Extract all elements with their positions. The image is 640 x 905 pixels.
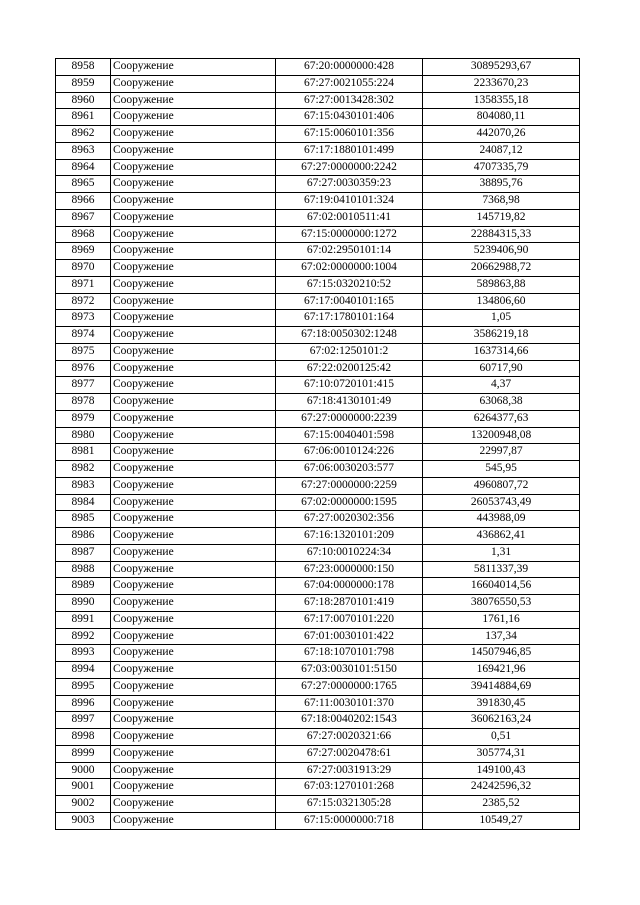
cadastral-value-cell: 16604014,56	[423, 578, 580, 595]
table-row	[56, 494, 580, 511]
object-type-cell: Сооружение	[111, 779, 276, 796]
object-type-cell: Сооружение	[111, 243, 276, 260]
cadastral-number-cell: 67:02:2950101:14	[276, 243, 423, 260]
cadastral-value-cell: 38076550,53	[423, 595, 580, 612]
table-row	[56, 176, 580, 193]
cadastral-number-cell: 67:04:0000000:178	[276, 578, 423, 595]
cadastral-number-cell: 67:20:0000000:428	[276, 59, 423, 76]
row-number-cell: 9002	[56, 796, 111, 813]
table-row	[56, 226, 580, 243]
object-type-cell: Сооружение	[111, 762, 276, 779]
table-row	[56, 662, 580, 679]
table-row	[56, 745, 580, 762]
object-type-cell: Сооружение	[111, 511, 276, 528]
table-row	[56, 59, 580, 76]
cadastral-value-cell: 20662988,72	[423, 260, 580, 277]
table-row	[56, 678, 580, 695]
table-row	[56, 193, 580, 210]
object-type-cell: Сооружение	[111, 293, 276, 310]
cadastral-number-cell: 67:10:0010224:34	[276, 544, 423, 561]
object-type-cell: Сооружение	[111, 444, 276, 461]
object-type-cell: Сооружение	[111, 561, 276, 578]
cadastral-number-cell: 67:15:0060101:356	[276, 126, 423, 143]
table-row	[56, 544, 580, 561]
row-number-cell: 8998	[56, 729, 111, 746]
row-number-cell: 8962	[56, 126, 111, 143]
table-row	[56, 511, 580, 528]
row-number-cell: 8986	[56, 528, 111, 545]
row-number-cell: 8988	[56, 561, 111, 578]
object-type-cell: Сооружение	[111, 796, 276, 813]
cadastral-value-cell: 149100,43	[423, 762, 580, 779]
table-row	[56, 645, 580, 662]
object-type-cell: Сооружение	[111, 477, 276, 494]
cadastral-number-cell: 67:06:0010124:226	[276, 444, 423, 461]
object-type-cell: Сооружение	[111, 528, 276, 545]
cadastral-value-cell: 1761,16	[423, 611, 580, 628]
row-number-cell: 8968	[56, 226, 111, 243]
cadastral-number-cell: 67:02:0000000:1004	[276, 260, 423, 277]
row-number-cell: 9001	[56, 779, 111, 796]
cadastral-number-cell: 67:27:0000000:2259	[276, 477, 423, 494]
cadastral-value-cell: 5811337,39	[423, 561, 580, 578]
cadastral-number-cell: 67:10:0720101:415	[276, 377, 423, 394]
row-number-cell: 8997	[56, 712, 111, 729]
cadastral-number-cell: 67:18:0040202:1543	[276, 712, 423, 729]
cadastral-number-cell: 67:27:0020302:356	[276, 511, 423, 528]
cadastral-value-cell: 589863,88	[423, 276, 580, 293]
object-type-cell: Сооружение	[111, 226, 276, 243]
cadastral-value-cell: 545,95	[423, 461, 580, 478]
cadastral-value-cell: 10549,27	[423, 812, 580, 829]
cadastral-number-cell: 67:17:0040101:165	[276, 293, 423, 310]
cadastral-number-cell: 67:02:0000000:1595	[276, 494, 423, 511]
row-number-cell: 8996	[56, 695, 111, 712]
cadastral-value-cell: 134806,60	[423, 293, 580, 310]
row-number-cell: 8963	[56, 142, 111, 159]
object-type-cell: Сооружение	[111, 59, 276, 76]
row-number-cell: 8987	[56, 544, 111, 561]
cadastral-value-cell: 36062163,24	[423, 712, 580, 729]
object-type-cell: Сооружение	[111, 812, 276, 829]
table-row	[56, 461, 580, 478]
row-number-cell: 8975	[56, 343, 111, 360]
cadastral-value-cell: 24087,12	[423, 142, 580, 159]
cadastral-number-cell: 67:03:0030101:5150	[276, 662, 423, 679]
row-number-cell: 8991	[56, 611, 111, 628]
cadastral-value-cell: 22884315,33	[423, 226, 580, 243]
table-row	[56, 712, 580, 729]
object-type-cell: Сооружение	[111, 544, 276, 561]
row-number-cell: 8958	[56, 59, 111, 76]
table-row	[56, 695, 580, 712]
object-type-cell: Сооружение	[111, 193, 276, 210]
table-row	[56, 276, 580, 293]
row-number-cell: 8973	[56, 310, 111, 327]
cadastral-value-cell: 39414884,69	[423, 678, 580, 695]
cadastral-number-cell: 67:27:0020321:66	[276, 729, 423, 746]
table-row	[56, 779, 580, 796]
cadastral-number-cell: 67:19:0410101:324	[276, 193, 423, 210]
cadastral-number-cell: 67:17:0070101:220	[276, 611, 423, 628]
cadastral-value-cell: 4707335,79	[423, 159, 580, 176]
row-number-cell: 9000	[56, 762, 111, 779]
cadastral-number-cell: 67:18:2870101:419	[276, 595, 423, 612]
cadastral-number-cell: 67:06:0030203:577	[276, 461, 423, 478]
object-type-cell: Сооружение	[111, 662, 276, 679]
cadastral-number-cell: 67:23:0000000:150	[276, 561, 423, 578]
table-row	[56, 209, 580, 226]
cadastral-number-cell: 67:27:0031913:29	[276, 762, 423, 779]
object-type-cell: Сооружение	[111, 377, 276, 394]
row-number-cell: 8983	[56, 477, 111, 494]
cadastral-value-cell: 63068,38	[423, 394, 580, 411]
row-number-cell: 8993	[56, 645, 111, 662]
row-number-cell: 8985	[56, 511, 111, 528]
row-number-cell: 8990	[56, 595, 111, 612]
object-type-cell: Сооружение	[111, 327, 276, 344]
row-number-cell: 8984	[56, 494, 111, 511]
cadastral-value-cell: 22997,87	[423, 444, 580, 461]
cadastral-number-cell: 67:15:0320210:52	[276, 276, 423, 293]
object-type-cell: Сооружение	[111, 494, 276, 511]
row-number-cell: 8965	[56, 176, 111, 193]
object-type-cell: Сооружение	[111, 628, 276, 645]
row-number-cell: 8995	[56, 678, 111, 695]
cadastral-number-cell: 67:11:0030101:370	[276, 695, 423, 712]
row-number-cell: 8960	[56, 92, 111, 109]
cadastral-number-cell: 67:27:0000000:2242	[276, 159, 423, 176]
cadastral-number-cell: 67:27:0020478:61	[276, 745, 423, 762]
table-row	[56, 528, 580, 545]
cadastral-number-cell: 67:15:0000000:718	[276, 812, 423, 829]
cadastral-value-cell: 1358355,18	[423, 92, 580, 109]
table-row	[56, 377, 580, 394]
object-type-cell: Сооружение	[111, 427, 276, 444]
cadastral-number-cell: 67:17:1780101:164	[276, 310, 423, 327]
table-row	[56, 394, 580, 411]
row-number-cell: 8992	[56, 628, 111, 645]
table-row	[56, 75, 580, 92]
table-row	[56, 444, 580, 461]
table-row	[56, 762, 580, 779]
object-type-cell: Сооружение	[111, 645, 276, 662]
row-number-cell: 8959	[56, 75, 111, 92]
table-row	[56, 159, 580, 176]
object-type-cell: Сооружение	[111, 695, 276, 712]
table-row	[56, 561, 580, 578]
cadastral-value-cell: 1,31	[423, 544, 580, 561]
table-row	[56, 578, 580, 595]
cadastral-number-cell: 67:18:1070101:798	[276, 645, 423, 662]
cadastral-number-cell: 67:27:0021055:224	[276, 75, 423, 92]
object-type-cell: Сооружение	[111, 109, 276, 126]
cadastral-value-cell: 7368,98	[423, 193, 580, 210]
object-type-cell: Сооружение	[111, 595, 276, 612]
row-number-cell: 8982	[56, 461, 111, 478]
object-type-cell: Сооружение	[111, 729, 276, 746]
cadastral-number-cell: 67:03:1270101:268	[276, 779, 423, 796]
object-type-cell: Сооружение	[111, 176, 276, 193]
object-type-cell: Сооружение	[111, 92, 276, 109]
cadastral-value-cell: 436862,41	[423, 528, 580, 545]
cadastral-number-cell: 67:27:0030359:23	[276, 176, 423, 193]
cadastral-value-cell: 6264377,63	[423, 410, 580, 427]
table-row	[56, 310, 580, 327]
cadastral-number-cell: 67:15:0040401:598	[276, 427, 423, 444]
cadastral-number-cell: 67:15:0000000:1272	[276, 226, 423, 243]
object-type-cell: Сооружение	[111, 75, 276, 92]
object-type-cell: Сооружение	[111, 276, 276, 293]
row-number-cell: 8969	[56, 243, 111, 260]
cadastral-value-cell: 30895293,67	[423, 59, 580, 76]
row-number-cell: 8970	[56, 260, 111, 277]
cadastral-number-cell: 67:16:1320101:209	[276, 528, 423, 545]
object-type-cell: Сооружение	[111, 394, 276, 411]
object-type-cell: Сооружение	[111, 611, 276, 628]
cadastral-number-cell: 67:02:1250101:2	[276, 343, 423, 360]
table-row	[56, 142, 580, 159]
object-type-cell: Сооружение	[111, 142, 276, 159]
cadastral-value-cell: 14507946,85	[423, 645, 580, 662]
cadastral-number-cell: 67:01:0030101:422	[276, 628, 423, 645]
cadastral-number-cell: 67:22:0200125:42	[276, 360, 423, 377]
table-row	[56, 796, 580, 813]
table-body	[56, 59, 580, 830]
object-type-cell: Сооружение	[111, 159, 276, 176]
table-row	[56, 628, 580, 645]
row-number-cell: 8964	[56, 159, 111, 176]
cadastral-number-cell: 67:17:1880101:499	[276, 142, 423, 159]
row-number-cell: 8999	[56, 745, 111, 762]
object-type-cell: Сооружение	[111, 260, 276, 277]
cadastral-value-cell: 1,05	[423, 310, 580, 327]
object-type-cell: Сооружение	[111, 360, 276, 377]
cadastral-number-cell: 67:18:4130101:49	[276, 394, 423, 411]
table-row	[56, 410, 580, 427]
table-row	[56, 360, 580, 377]
cadastral-value-cell: 26053743,49	[423, 494, 580, 511]
cadastral-number-cell: 67:27:0000000:1765	[276, 678, 423, 695]
row-number-cell: 8966	[56, 193, 111, 210]
row-number-cell: 8979	[56, 410, 111, 427]
row-number-cell: 8972	[56, 293, 111, 310]
cadastral-number-cell: 67:27:0000000:2239	[276, 410, 423, 427]
cadastral-value-cell: 391830,45	[423, 695, 580, 712]
cadastral-value-cell: 169421,96	[423, 662, 580, 679]
cadastral-value-cell: 137,34	[423, 628, 580, 645]
cadastral-value-cell: 0,51	[423, 729, 580, 746]
object-type-cell: Сооружение	[111, 578, 276, 595]
cadastral-value-cell: 4,37	[423, 377, 580, 394]
table-row	[56, 126, 580, 143]
object-type-cell: Сооружение	[111, 209, 276, 226]
table-row	[56, 611, 580, 628]
row-number-cell: 9003	[56, 812, 111, 829]
object-type-cell: Сооружение	[111, 310, 276, 327]
row-number-cell: 8976	[56, 360, 111, 377]
row-number-cell: 8994	[56, 662, 111, 679]
cadastral-value-cell: 305774,31	[423, 745, 580, 762]
cadastral-value-cell: 4960807,72	[423, 477, 580, 494]
row-number-cell: 8977	[56, 377, 111, 394]
row-number-cell: 8967	[56, 209, 111, 226]
table-row	[56, 260, 580, 277]
object-type-cell: Сооружение	[111, 126, 276, 143]
table-row	[56, 293, 580, 310]
table-row	[56, 243, 580, 260]
row-number-cell: 8971	[56, 276, 111, 293]
table-row	[56, 92, 580, 109]
table-row	[56, 477, 580, 494]
object-type-cell: Сооружение	[111, 712, 276, 729]
cadastral-value-cell: 804080,11	[423, 109, 580, 126]
cadastral-value-cell: 442070,26	[423, 126, 580, 143]
cadastral-value-cell: 2233670,23	[423, 75, 580, 92]
table-row	[56, 729, 580, 746]
table-row	[56, 812, 580, 829]
row-number-cell: 8980	[56, 427, 111, 444]
cadastral-value-cell: 3586219,18	[423, 327, 580, 344]
object-type-cell: Сооружение	[111, 461, 276, 478]
cadastral-value-cell: 24242596,32	[423, 779, 580, 796]
row-number-cell: 8961	[56, 109, 111, 126]
cadastral-value-table	[55, 58, 580, 830]
cadastral-number-cell: 67:15:0321305:28	[276, 796, 423, 813]
cadastral-value-cell: 13200948,08	[423, 427, 580, 444]
cadastral-value-cell: 443988,09	[423, 511, 580, 528]
table-row	[56, 595, 580, 612]
cadastral-value-cell: 38895,76	[423, 176, 580, 193]
cadastral-value-cell: 2385,52	[423, 796, 580, 813]
cadastral-value-cell: 145719,82	[423, 209, 580, 226]
table-row	[56, 427, 580, 444]
table-row	[56, 343, 580, 360]
object-type-cell: Сооружение	[111, 410, 276, 427]
cadastral-value-cell: 60717,90	[423, 360, 580, 377]
cadastral-number-cell: 67:15:0430101:406	[276, 109, 423, 126]
table-row	[56, 109, 580, 126]
cadastral-number-cell: 67:02:0010511:41	[276, 209, 423, 226]
row-number-cell: 8981	[56, 444, 111, 461]
cadastral-number-cell: 67:18:0050302:1248	[276, 327, 423, 344]
cadastral-value-cell: 1637314,66	[423, 343, 580, 360]
row-number-cell: 8978	[56, 394, 111, 411]
row-number-cell: 8974	[56, 327, 111, 344]
cadastral-value-cell: 5239406,90	[423, 243, 580, 260]
row-number-cell: 8989	[56, 578, 111, 595]
object-type-cell: Сооружение	[111, 343, 276, 360]
table-row	[56, 327, 580, 344]
cadastral-number-cell: 67:27:0013428:302	[276, 92, 423, 109]
object-type-cell: Сооружение	[111, 745, 276, 762]
object-type-cell: Сооружение	[111, 678, 276, 695]
